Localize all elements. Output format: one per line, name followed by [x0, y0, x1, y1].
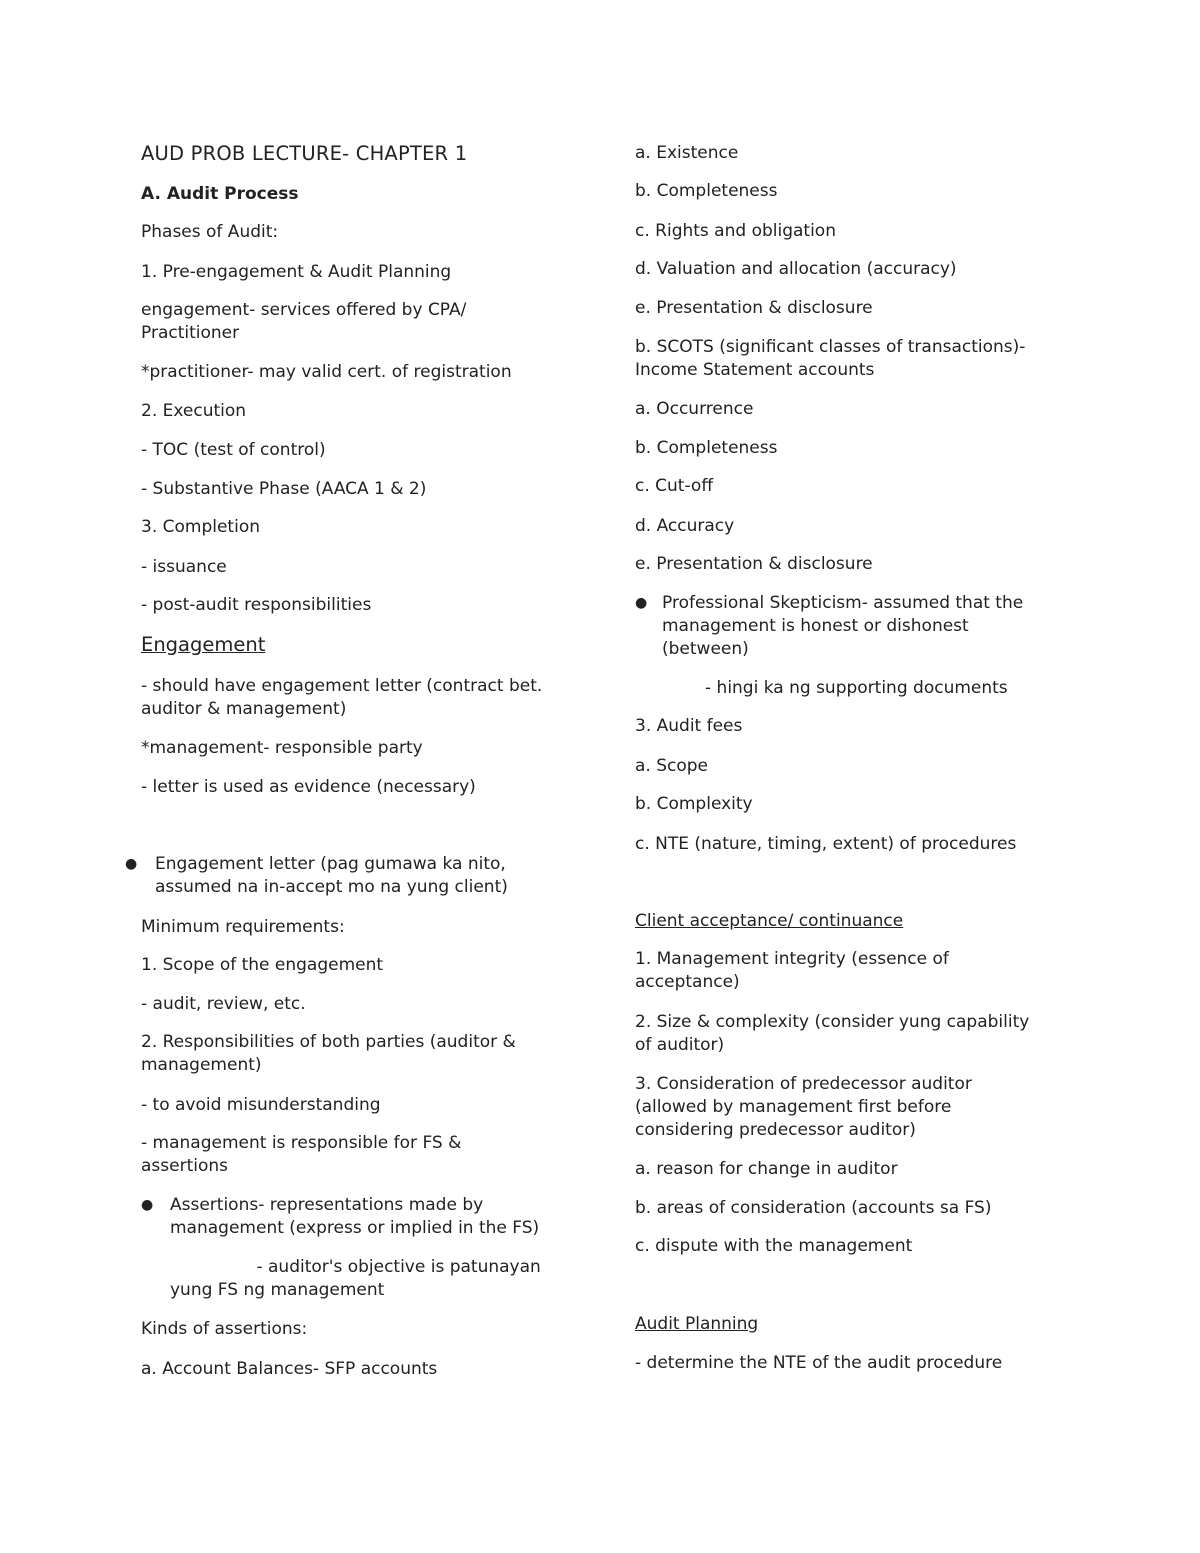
engagement-heading: Engagement [141, 633, 266, 656]
fee-nte: c. NTE (nature, timing, extent) of procedures [635, 834, 1017, 854]
audit-planning-heading: Audit Planning [635, 1314, 759, 1334]
audit-fees: 3. Audit fees [635, 716, 743, 736]
practitioner-definition: *practitioner- may valid cert. of registration [141, 362, 512, 382]
requirement-2: 2. Responsibilities of both parties (auditor & management) [141, 1032, 516, 1075]
engagement-definition: engagement- services offered by CPA/ Practitioner [141, 300, 467, 343]
assertion-valuation: d. Valuation and allocation (accuracy) [635, 259, 957, 279]
bullet-icon: ● [141, 1197, 154, 1213]
auditor-objective: - auditor's objective is patunayan yung FS ng management [170, 1257, 541, 1300]
phases-label: Phases of Audit: [141, 222, 279, 242]
assertion-cutoff: c. Cut-off [635, 476, 714, 496]
scots-item: b. SCOTS (significant classes of transactions)- Income Statement accounts [635, 337, 1026, 380]
bullet-icon: ● [635, 595, 648, 611]
bullet-assertions-text: Assertions- representations made by management (express or implied in the FS) [170, 1195, 540, 1238]
requirement-1: 1. Scope of the engagement [141, 955, 384, 975]
requirement-1-detail: - audit, review, etc. [141, 994, 306, 1014]
assertion-completeness: b. Completeness [635, 181, 778, 201]
assertion-occurrence: a. Occurrence [635, 399, 754, 419]
post-audit-item: - post-audit responsibilities [141, 595, 372, 615]
phase-1: 1. Pre-engagement & Audit Planning [141, 262, 452, 282]
bullet-icon: ● [125, 856, 138, 872]
issuance-item: - issuance [141, 557, 227, 577]
avoid-misunderstanding: - to avoid misunderstanding [141, 1095, 381, 1115]
page-title: AUD PROB LECTURE- CHAPTER 1 [141, 142, 468, 165]
assertion-completeness-2: b. Completeness [635, 438, 778, 458]
fee-scope: a. Scope [635, 756, 709, 776]
management-responsible: - management is responsible for FS & assertions [141, 1133, 462, 1176]
bullet-engagement-letter-text: Engagement letter (pag gumawa ka nito, assumed na in-accept mo na yung client) [155, 854, 508, 897]
engagement-letter-contract: - should have engagement letter (contract bet. auditor & management) [141, 676, 543, 719]
kinds-of-assertions: Kinds of assertions: [141, 1319, 308, 1339]
assertion-presentation: e. Presentation & disclosure [635, 298, 873, 318]
assertion-accuracy: d. Accuracy [635, 516, 735, 536]
section-heading-audit-process: A. Audit Process [141, 184, 299, 204]
fee-complexity: b. Complexity [635, 794, 753, 814]
reason-change: a. reason for change in auditor [635, 1159, 898, 1179]
size-complexity: 2. Size & complexity (consider yung capability of auditor) [635, 1012, 1030, 1055]
management-party: *management- responsible party [141, 738, 423, 758]
management-integrity: 1. Management integrity (essence of acceptance) [635, 949, 949, 992]
account-balances: a. Account Balances- SFP accounts [141, 1359, 438, 1379]
supporting-documents: - hingi ka ng supporting documents [705, 678, 1008, 698]
client-acceptance-heading: Client acceptance/ continuance [635, 911, 904, 931]
phase-3: 3. Completion [141, 517, 260, 537]
phase-2: 2. Execution [141, 401, 247, 421]
letter-evidence: - letter is used as evidence (necessary) [141, 777, 476, 797]
assertion-presentation-2: e. Presentation & disclosure [635, 554, 873, 574]
bullet-skepticism-text: Professional Skepticism- assumed that the management is honest or dishonest (between) [662, 593, 1024, 659]
assertion-rights: c. Rights and obligation [635, 221, 836, 241]
minimum-requirements: Minimum requirements: [141, 917, 345, 937]
assertion-existence: a. Existence [635, 143, 739, 163]
toc-item: - TOC (test of control) [141, 440, 326, 460]
predecessor-auditor: 3. Consideration of predecessor auditor (allowed by management first before considering predecessor auditor) [635, 1074, 972, 1140]
dispute-management: c. dispute with the management [635, 1236, 913, 1256]
areas-consideration: b. areas of consideration (accounts sa FS) [635, 1198, 992, 1218]
substantive-item: - Substantive Phase (AACA 1 & 2) [141, 479, 427, 499]
determine-nte: - determine the NTE of the audit procedure [635, 1353, 1003, 1373]
